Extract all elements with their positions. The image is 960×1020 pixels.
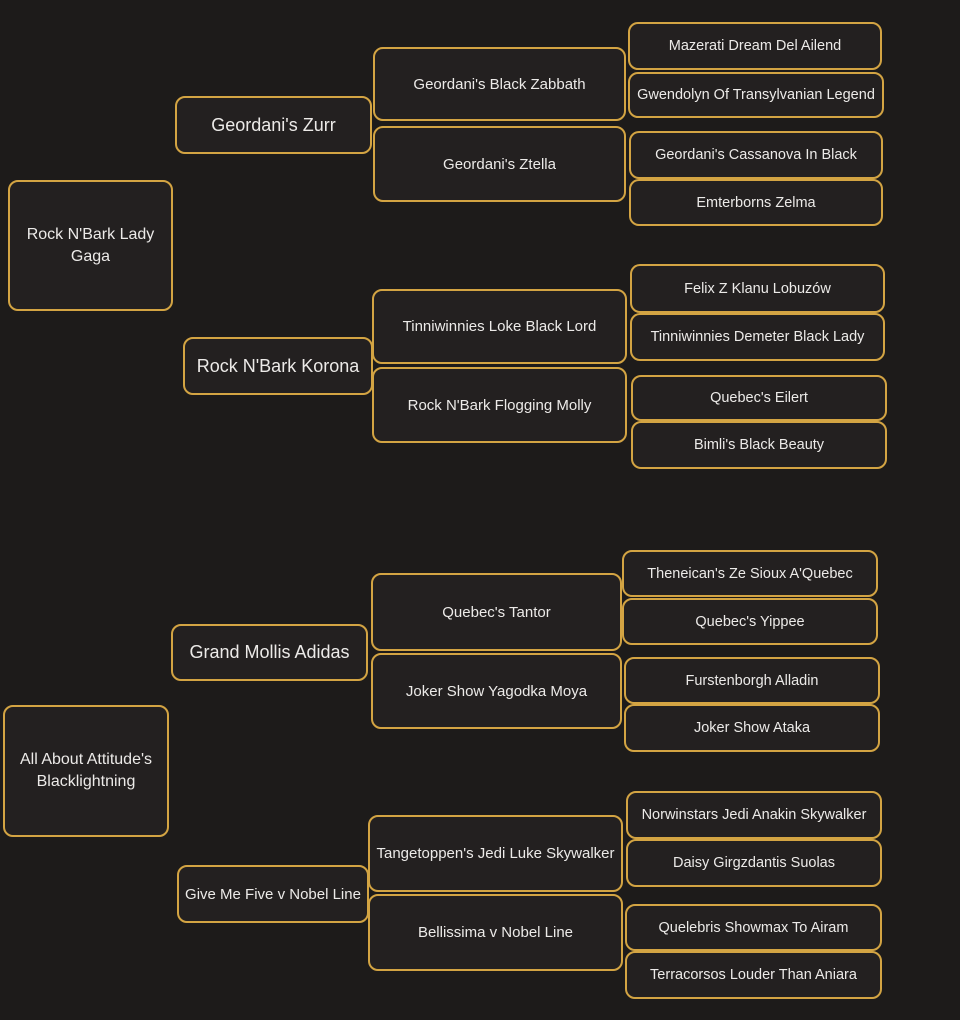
tree1-dam[interactable] [183, 337, 373, 395]
tree2-sire-dam-sire[interactable] [624, 657, 880, 704]
dog-name-label: Rock N'Bark Lady Gaga [26, 225, 155, 265]
tree1-dam-dam-dam[interactable] [631, 421, 887, 469]
dog-name-label: Rock N'Bark Flogging Molly [407, 396, 592, 414]
tree1-dam-dam-sire[interactable] [631, 375, 887, 421]
dog-name-label: Daisy Girgzdantis Suolas [673, 855, 835, 871]
dog-name-label: Joker Show Yagodka Moya [405, 682, 588, 700]
tree1-dam-dam[interactable] [372, 367, 627, 443]
tree1-dam-sire[interactable] [372, 289, 627, 364]
dog-name-label: Felix Z Klanu Lobuzów [684, 280, 831, 297]
tree1-sire-sire-dam[interactable] [628, 72, 884, 118]
tree2-dam[interactable] [177, 865, 369, 923]
tree1-sire-dam[interactable] [373, 126, 626, 202]
dog-name-label: Norwinstars Jedi Anakin Skywalker [641, 807, 867, 823]
dog-name-label: Gwendolyn Of Transylvanian Legend [637, 87, 875, 103]
tree2-sire[interactable] [171, 624, 368, 681]
dog-name-label: Give Me Five v Nobel Line [185, 885, 361, 903]
tree2-sire-dam[interactable] [371, 653, 622, 729]
dog-name-label: Mazerati Dream Del Ailend [668, 38, 842, 54]
dog-name-label: Bellissima v Nobel Line [417, 924, 574, 941]
tree1-dam-sire-dam[interactable] [630, 313, 885, 361]
tree1-sire-dam-sire[interactable] [629, 131, 883, 179]
tree2-sire-sire-sire[interactable] [622, 550, 878, 597]
tree2-dam-sire[interactable] [368, 815, 623, 892]
dog-name-label: All About Attitude's Blacklightning [19, 751, 153, 790]
dog-name-label: Rock N'Bark Korona [196, 355, 360, 376]
tree1-sire-sire[interactable] [373, 47, 626, 121]
dog-name-label: Geordani's Cassanova In Black [655, 147, 857, 163]
tree1-sire-dam-dam[interactable] [629, 179, 883, 226]
dog-name-label: Quebec's Eilert [710, 390, 808, 406]
tree2-dam-dam-dam[interactable] [625, 951, 882, 999]
dog-name-label: Terracorsos Louder Than Aniara [650, 967, 857, 983]
dog-name-label: Quelebris Showmax To Airam [658, 919, 849, 936]
tree2-subject[interactable] [3, 705, 169, 837]
dog-name-label: Bimli's Black Beauty [693, 437, 825, 453]
dog-name-label: Tangetoppen's Jedi Luke Skywalker [376, 845, 615, 862]
tree2-sire-sire[interactable] [371, 573, 622, 651]
tree2-sire-sire-dam[interactable] [622, 598, 878, 645]
dog-name-label: Emterborns Zelma [696, 194, 816, 211]
dog-name-label: Geordani's Zurr [211, 114, 336, 135]
tree1-sire[interactable] [175, 96, 372, 154]
dog-name-label: Quebec's Tantor [442, 603, 551, 621]
dog-name-label: Geordani's Black Zabbath [413, 75, 586, 93]
dog-name-label: Tinniwinnies Loke Black Lord [402, 318, 597, 335]
dog-name-label: Furstenborgh Alladin [685, 672, 819, 689]
tree1-subject[interactable] [8, 180, 173, 311]
dog-name-label: Theneican's Ze Sioux A'Quebec [647, 565, 853, 582]
dog-name-label: Geordani's Ztella [443, 155, 556, 173]
tree2-dam-dam[interactable] [368, 894, 623, 971]
dog-name-label: Quebec's Yippee [695, 613, 805, 630]
dog-name-label: Tinniwinnies Demeter Black Lady [650, 329, 865, 345]
tree2-dam-dam-sire[interactable] [625, 904, 882, 951]
dog-name-label: Joker Show Ataka [693, 720, 811, 736]
tree1-dam-sire-sire[interactable] [630, 264, 885, 313]
tree2-dam-sire-dam[interactable] [626, 839, 882, 887]
tree2-dam-sire-sire[interactable] [626, 791, 882, 839]
tree2-sire-dam-dam[interactable] [624, 704, 880, 752]
dog-name-label: Grand Mollis Adidas [189, 642, 350, 662]
tree1-sire-sire-sire[interactable] [628, 22, 882, 70]
